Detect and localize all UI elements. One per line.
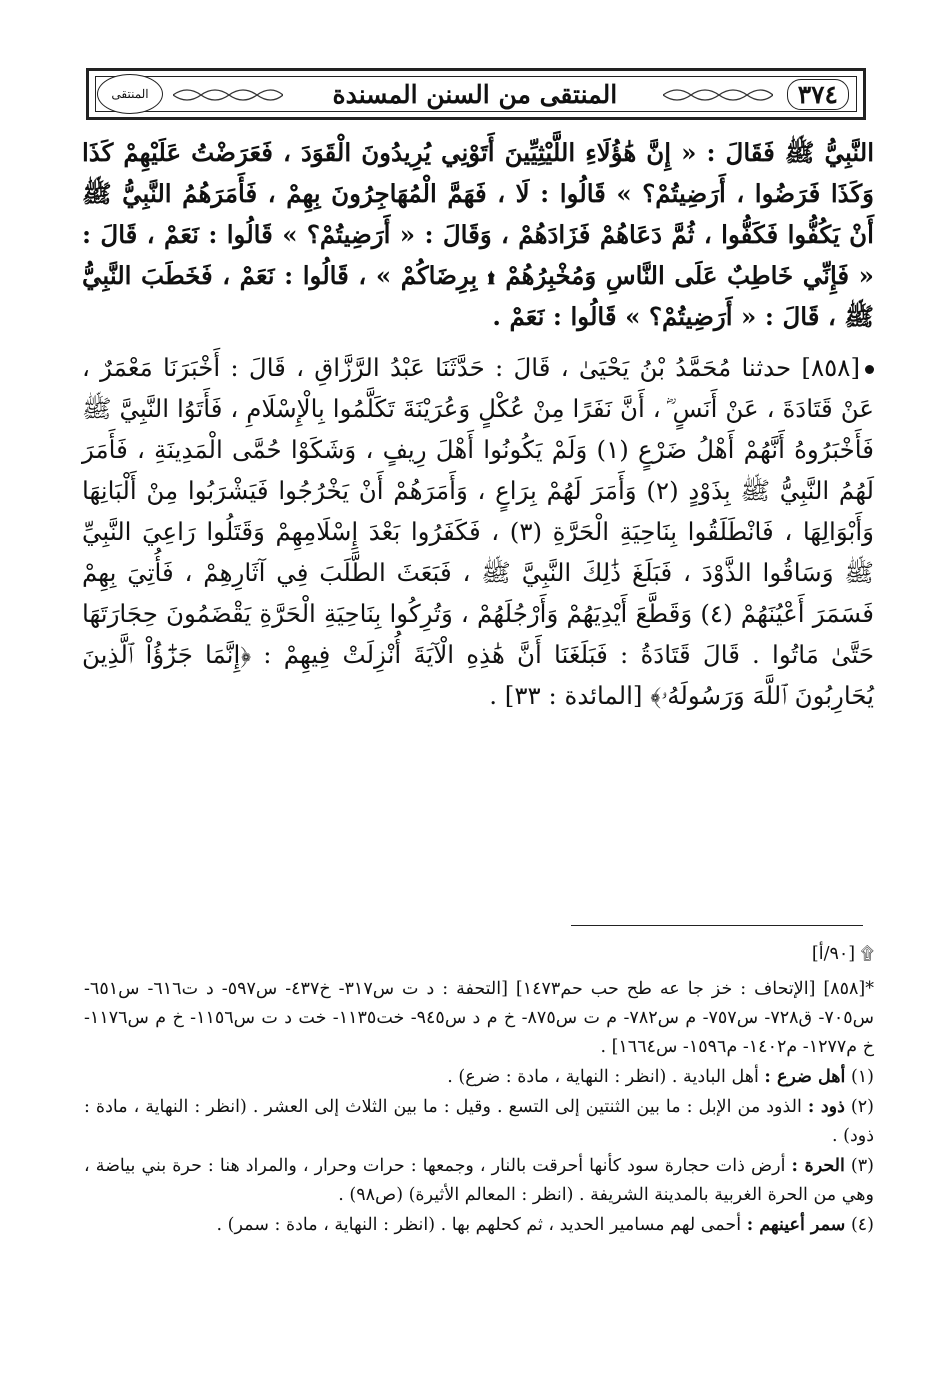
footnote-divider (571, 925, 863, 926)
book-emblem (97, 74, 163, 114)
page-number: ٣٧٤ (787, 79, 849, 110)
footnotes (84, 940, 874, 1240)
continuation-paragraph: النَّبِيُّ ﷺ فَقَالَ : « إِنَّ هَٰؤُلَاءِ اللَّيْثِيِّينَ أَتَوْنِي يُرِيدُونَ الْقَوَدَ ، فَعَرَضْتُ عَلَيْهِمْ كَذَا وَكَذَا فَرَضُوا ، أَرَضِيتُمْ؟ » قَالُوا : لَا ، فَهَمَّ الْمُهَاجِرُونَ بِهِمْ ، فَأَمَرَهُمُ النَّبِيُّ ﷺ أَنْ يَكُفُّوا فَكَفُّوا ، ثُمَّ دَعَاهُمْ فَزَادَهُمْ ، وَقَالَ : « أَرَضِيتُمْ؟ » قَالُوا : نَعَمْ ، قَالَ : « فَإِنِّي خَاطِبٌ عَلَى النَّاسِ وَمُخْبِرُهُمْ ۩ بِرِضَاكُمْ » ، قَالُوا : نَعَمْ ، فَخَطَبَ النَّبِيُّ ﷺ ، قَالَ : « أَرَضِيتُمْ؟ » قَالُوا : نَعَمْ . (82, 138, 874, 331)
takhrij-note: *[٨٥٨] [الإتحاف : خز جا عه طح حب حم١٤٧٣] [التحفة : د ت س٣١٧- خ٤٣٧- س٥٩٧- د ت٦١٦- س٦٥١- س٧٠٥- ق٧٢٨- س٧٥٧- م س٧٨٢- م ت س٨٧٥- خ م د س٩٤٥- خت١١٣٥- خت د ت س١١٥٦- خ م س١١٧٦- خ م١٢٧٧- م١٤٠٢- م١٥٩٦- س١٦٦٤] . (84, 979, 874, 1057)
bullet-icon (865, 365, 874, 374)
footnote-4 (84, 1211, 874, 1240)
emblem-text: المنتقى (111, 87, 149, 101)
footnote-2 (84, 1093, 874, 1151)
main-text (82, 132, 874, 716)
footnote-number: (٣) (850, 1156, 874, 1176)
footnote-number: (٤) (850, 1215, 874, 1235)
footnote-headword: ذود : (807, 1097, 845, 1117)
footnote-text: أرض ذات حجارة سود كأنها أحرقت بالنار ، وجمعها : حرات وحرار ، والمراد هنا : حرة بني بياضة ، وهي من الحرة الغربية بالمدينة الشريفة . (انظر : المعالم الأثيرة) (ص٩٨) . (84, 1156, 874, 1205)
footnote-text: أهل البادية . (انظر : النهاية ، مادة : ضرع) . (447, 1067, 759, 1087)
footnote-text: أحمى لهم مسامير الحديد ، ثم كحلهم بها . (انظر : النهاية ، مادة : سمر) . (216, 1215, 742, 1235)
footnote-headword: سمر أعينهم : (746, 1215, 846, 1235)
hadith-text: حدثنا مُحَمَّدُ بْنُ يَحْيَىٰ ، قَالَ : حَدَّثَنَا عَبْدُ الرَّزَّاقِ ، قَالَ : أَخْبَرَنَا مَعْمَرٌ ، عَنْ قَتَادَةَ ، عَنْ أَنَسٍ ؓ ، أَنَّ نَفَرًا مِنْ عُكْلٍ وَعُرَيْنَةَ تَكَلَّمُوا بِالْإِسْلَامِ ، فَأَتَوُا النَّبِيَّ ﷺ فَأَخْبَرُوهُ أَنَّهُمْ أَهْلُ ضَرْعٍ (١) وَلَمْ يَكُونُوا أَهْلَ رِيفٍ ، وَشَكَوْا حُمَّى الْمَدِينَةِ ، فَأَمَرَ لَهُمُ النَّبِيُّ ﷺ بِذَوْدٍ (٢) وَأَمَرَ لَهُمْ بِرَاعٍ ، وَأَمَرَهُمْ أَنْ يَخْرُجُوا فَيَشْرَبُوا مِنْ أَلْبَانِهَا وَأَبْوَالِهَا ، فَانْطَلَقُوا بِنَاحِيَةِ الْحَرَّةِ (٣) ، فَكَفَرُوا بَعْدَ إِسْلَامِهِمْ وَقَتَلُوا رَاعِيَ النَّبِيِّ ﷺ وَسَاقُوا الذَّوْدَ ، فَبَلَغَ ذَٰلِكَ النَّبِيَّ ﷺ ، فَبَعَثَ الطَّلَبَ فِي آثَارِهِمْ ، فَأُتِيَ بِهِمْ فَسَمَرَ أَعْيُنَهُمْ (٤) وَقَطَّعَ أَيْدِيَهُمْ وَأَرْجُلَهُمْ ، وَتُرِكُوا بِنَاحِيَةِ الْحَرَّةِ يَقْضَمُونَ حِجَارَتَهَا حَتَّىٰ مَاتُوا . قَالَ قَتَادَةُ : فَبَلَغَنَا أَنَّ هَٰذِهِ الْآيَةَ أُنْزِلَتْ فِيهِمْ : ﴿إِنَّمَا جَزَٰٓؤُاْ ٱلَّذِينَ يُحَارِبُونَ ٱللَّهَ وَرَسُولَهُۥ﴾ [المائدة : ٣٣] . (82, 353, 874, 710)
folio-reference: ۩ [٩٠/أ] (811, 944, 874, 964)
footnote-headword: أهل ضرع : (764, 1067, 846, 1087)
page-header (86, 68, 866, 120)
footnote-headword: الحرة : (791, 1156, 845, 1176)
hadith-paragraph (82, 347, 874, 716)
footnote-number: (١) (850, 1067, 874, 1087)
footnote-3 (84, 1152, 874, 1210)
footnote-1 (84, 1063, 874, 1092)
footnote-text: الذود من الإبل : ما بين الثنتين إلى التسع . وقيل : ما بين الثلاث إلى العشر . (انظر : النهاية ، مادة : ذود) . (84, 1097, 874, 1146)
footnote-number: (٢) (850, 1097, 874, 1117)
running-title: المنتقى من السنن المسندة (332, 79, 618, 109)
hadith-number: [٨٥٨] (801, 353, 860, 382)
